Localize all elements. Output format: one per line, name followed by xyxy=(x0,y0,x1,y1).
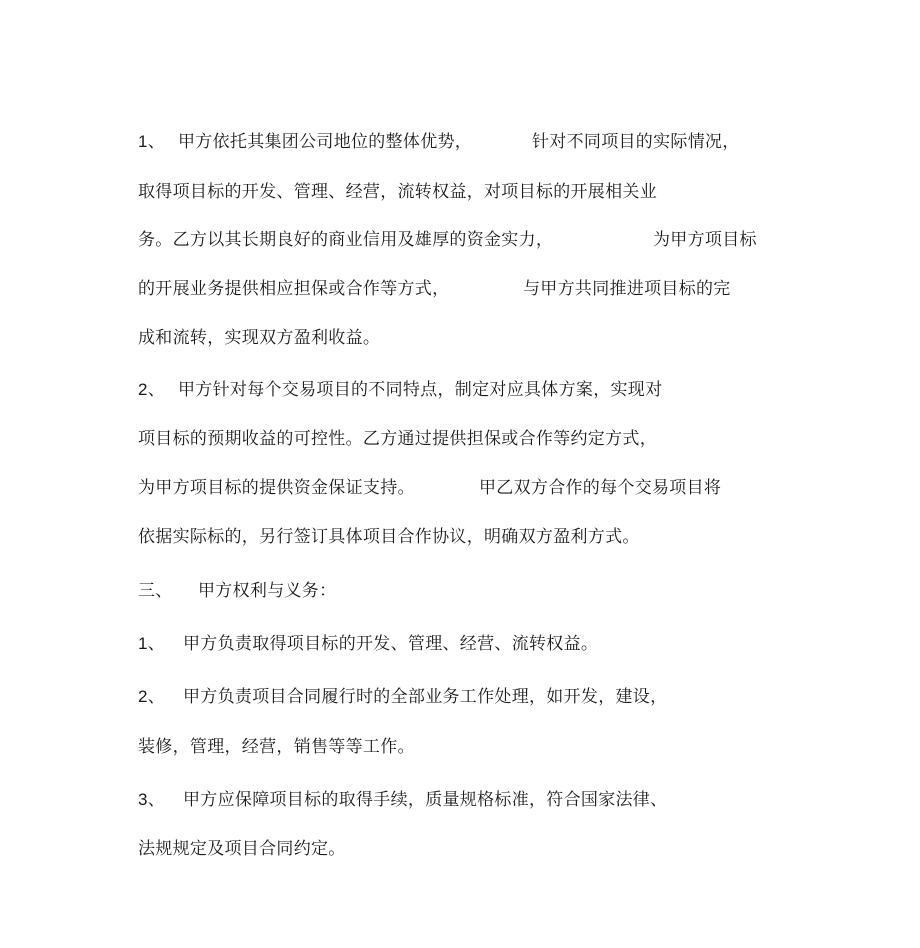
text-segment: 依据实际标的，另行签订具体项目合作协议，明确双方盈利方式。 xyxy=(138,527,640,547)
text-segment: 项目标的预期收益的可控性。乙方通过提供担保或合作等约定方式， xyxy=(138,429,657,449)
text-segment: 针对不同项目的实际情况， xyxy=(532,132,740,152)
text-segment: 取得项目标的开发、管理、经营，流转权益，对项目标的开展相关业 xyxy=(138,182,657,202)
text-segment: 的开展业务提供相应担保或合作等方式， xyxy=(138,279,450,299)
text-segment: 为甲方项目标 xyxy=(653,230,757,250)
text-segment: 务。乙方以其长期良好的商业信用及雄厚的资金实力， xyxy=(138,230,554,250)
text-segment: 为甲方项目标的提供资金保证支持。 xyxy=(138,478,415,498)
text-segment: 甲方负责项目合同履行时的全部业务工作处理，如开发，建设， xyxy=(183,687,668,707)
section-title: 甲方权利与义务： xyxy=(198,581,337,601)
text-segment: 装修，管理，经营，销售等等工作。 xyxy=(138,737,415,757)
text-segment: 法规规定及项目合同约定。 xyxy=(138,839,346,859)
text-segment: 甲乙双方合作的每个交易项目将 xyxy=(479,478,722,498)
item-number: 1、 xyxy=(138,634,166,653)
text-segment: 成和流转，实现双方盈利收益。 xyxy=(138,328,381,348)
section-number: 三、 xyxy=(138,581,173,601)
text-segment: 甲方针对每个交易项目的不同特点，制定对应具体方案，实现对 xyxy=(178,380,663,400)
item-number: 1、 xyxy=(138,132,166,151)
item-number: 2、 xyxy=(138,380,166,399)
text-segment: 甲方应保障项目标的取得手续，质量规格标准，符合国家法律、 xyxy=(183,790,668,810)
text-segment: 甲方负责取得项目标的开发、管理、经营、流转权益。 xyxy=(183,634,599,654)
text-segment: 甲方依托其集团公司地位的整体优势， xyxy=(178,132,473,152)
item-number: 3、 xyxy=(138,790,166,809)
item-number: 2、 xyxy=(138,687,166,706)
text-segment: 与甲方共同推进项目标的完 xyxy=(523,279,731,299)
